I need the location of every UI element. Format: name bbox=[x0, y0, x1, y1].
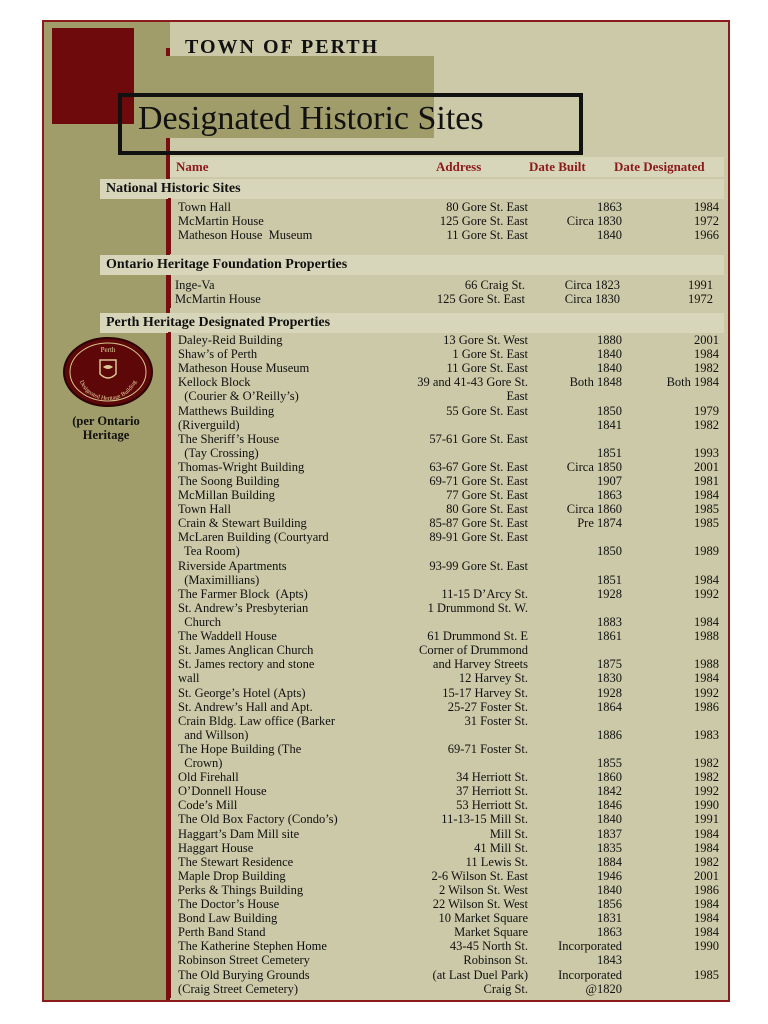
date-designated: 1993 bbox=[694, 445, 719, 460]
table-row bbox=[178, 742, 719, 770]
site-name: Haggart’s Dam Mill site bbox=[178, 826, 300, 841]
table-row bbox=[178, 784, 719, 798]
date-built: 1831 bbox=[597, 911, 622, 926]
date-built: 1846 bbox=[597, 798, 622, 813]
site-name: Church bbox=[178, 614, 222, 629]
date-built: Circa 1830 bbox=[564, 292, 620, 307]
date-designated: 1985 bbox=[694, 502, 719, 517]
date-built: 1928 bbox=[597, 685, 622, 700]
site-address: 25-27 Foster St. bbox=[447, 699, 528, 714]
table-row bbox=[178, 474, 719, 488]
site-name: The Katherine Stephen Home bbox=[178, 939, 327, 954]
site-address: 37 Herriott St. bbox=[456, 784, 528, 799]
site-name: (Courier & O’Reilly’s) bbox=[178, 389, 299, 404]
date-built: 1860 bbox=[597, 770, 622, 785]
site-name: Bond Law Building bbox=[178, 911, 278, 926]
section-title: Perth Heritage Designated Properties bbox=[106, 315, 331, 330]
site-name: Matheson House Museum bbox=[178, 228, 313, 243]
date-built: Incorporated bbox=[558, 939, 622, 954]
site-name: Perth Band Stand bbox=[178, 925, 266, 940]
site-address: 10 Market Square bbox=[438, 911, 528, 926]
table-row bbox=[178, 418, 719, 432]
site-address: 69-71 Gore St. East bbox=[429, 474, 528, 488]
date-built: Circa 1850 bbox=[566, 459, 622, 474]
site-address: Mill St. bbox=[489, 826, 528, 841]
date-designated: 1984 bbox=[694, 925, 719, 940]
date-designated: 1986 bbox=[694, 699, 719, 714]
site-name: The Old Burying Grounds bbox=[178, 967, 310, 982]
site-address: 85-87 Gore St. East bbox=[429, 516, 528, 531]
date-built: Circa 1830 bbox=[566, 214, 622, 229]
site-address: 57-61 Gore St. East bbox=[429, 431, 528, 446]
site-address: 80 Gore St. East bbox=[446, 502, 528, 517]
date-built: 1861 bbox=[597, 629, 622, 644]
table-row bbox=[178, 375, 719, 403]
section-title: National Historic Sites bbox=[106, 181, 241, 196]
site-name: wall bbox=[178, 671, 200, 686]
site-name: Matheson House Museum bbox=[178, 361, 310, 376]
site-address: 69-71 Foster St. bbox=[447, 741, 528, 756]
date-designated: 1984 bbox=[694, 911, 719, 926]
site-address: 31 Foster St. bbox=[464, 713, 528, 728]
date-built: 1863 bbox=[597, 488, 622, 503]
date-designated: 1992 bbox=[694, 685, 719, 700]
table-row bbox=[178, 925, 719, 939]
table-row bbox=[178, 770, 719, 784]
section-title: Ontario Heritage Foundation Properties bbox=[106, 257, 348, 272]
table-row bbox=[178, 587, 719, 601]
date-built: 1855 bbox=[597, 755, 622, 770]
date-designated: 1984 bbox=[694, 488, 719, 503]
date-designated: 1984 bbox=[694, 897, 719, 911]
site-name: The Old Box Factory (Condo’s) bbox=[178, 812, 338, 827]
table-row bbox=[178, 897, 719, 911]
page-title: Designated Historic Sites bbox=[138, 100, 484, 137]
date-designated: 1982 bbox=[694, 361, 719, 376]
table-row bbox=[178, 798, 719, 812]
date-built: 1863 bbox=[597, 925, 622, 940]
col-header-designated: Date Designated bbox=[614, 159, 705, 174]
site-address: 93-99 Gore St. East bbox=[429, 558, 528, 573]
date-designated: 1972 bbox=[694, 214, 719, 229]
site-address: 34 Herriott St. bbox=[456, 770, 528, 785]
date-built: 1886 bbox=[597, 727, 622, 742]
date-designated: 1982 bbox=[694, 770, 719, 785]
site-name: Matthews Building bbox=[178, 403, 275, 418]
table-row bbox=[178, 502, 719, 516]
date-designated: 1990 bbox=[694, 798, 719, 813]
site-address: Robinson St. bbox=[463, 953, 528, 968]
date-designated: Both 1984 bbox=[666, 375, 719, 390]
date-built: 1851 bbox=[597, 572, 622, 587]
date-built: 1840 bbox=[597, 228, 622, 243]
table-row bbox=[178, 968, 719, 996]
site-address: 89-91 Gore St. East bbox=[429, 530, 528, 545]
section-rule bbox=[168, 198, 171, 254]
date-designated: 2001 bbox=[694, 459, 719, 474]
site-address: 55 Gore St. East bbox=[446, 403, 528, 418]
site-name: Town Hall bbox=[178, 200, 231, 214]
date-built: Incorporated bbox=[558, 967, 622, 982]
site-name: O’Donnell House bbox=[178, 784, 267, 799]
site-address: 77 Gore St. East bbox=[446, 488, 528, 503]
site-address: and Harvey Streets bbox=[432, 657, 528, 672]
table-row bbox=[178, 812, 719, 826]
site-name: Haggart House bbox=[178, 840, 254, 855]
site-address: Craig St. bbox=[483, 981, 528, 996]
site-name: The Waddell House bbox=[178, 629, 277, 644]
col-header-address: Address bbox=[436, 159, 482, 174]
site-name: St. James rectory and stone bbox=[178, 657, 315, 672]
ontario-heritage-note: (per Ontario Heritage bbox=[72, 414, 140, 442]
site-address: 13 Gore St. West bbox=[443, 333, 528, 347]
site-name: McLaren Building (Courtyard bbox=[178, 530, 329, 545]
site-name: Old Firehall bbox=[178, 770, 239, 785]
date-built: Both 1848 bbox=[569, 375, 622, 390]
section-rule bbox=[168, 332, 171, 998]
site-name: Crain Bldg. Law office (Barker bbox=[178, 713, 336, 728]
date-designated: 1982 bbox=[694, 417, 719, 432]
table-row bbox=[178, 432, 719, 460]
table-row bbox=[178, 200, 719, 214]
date-designated: 1986 bbox=[694, 882, 719, 897]
date-designated: 1988 bbox=[694, 629, 719, 644]
site-name: Daley-Reid Building bbox=[178, 333, 283, 347]
date-built: 1840 bbox=[597, 347, 622, 362]
date-designated: 1990 bbox=[694, 939, 719, 954]
site-address: Corner of Drummond bbox=[418, 643, 528, 658]
decor-olive-block bbox=[134, 22, 170, 48]
date-designated: 1984 bbox=[694, 614, 719, 629]
table-row bbox=[178, 827, 719, 841]
date-built: 1840 bbox=[597, 812, 622, 827]
site-name: The Soong Building bbox=[178, 474, 280, 488]
site-name: The Farmer Block (Apts) bbox=[178, 586, 308, 601]
table-row bbox=[178, 911, 719, 925]
site-name: Crain & Stewart Building bbox=[178, 516, 307, 531]
date-designated: 1985 bbox=[694, 967, 719, 982]
date-built: 1946 bbox=[597, 868, 622, 883]
table-row bbox=[178, 333, 719, 347]
site-name: Maple Drop Building bbox=[178, 868, 286, 883]
table-row bbox=[178, 601, 719, 629]
date-built: 1864 bbox=[597, 699, 622, 714]
table-row bbox=[178, 559, 719, 587]
table-row bbox=[178, 841, 719, 855]
table-row bbox=[178, 883, 719, 897]
site-address: 11 Lewis St. bbox=[465, 854, 528, 869]
site-address: 22 Wilson St. West bbox=[432, 897, 528, 911]
date-built: 1851 bbox=[597, 445, 622, 460]
site-name: Kellock Block bbox=[178, 375, 251, 390]
site-address: 1 Gore St. East bbox=[452, 347, 528, 362]
site-address: (at Last Duel Park) bbox=[432, 967, 528, 982]
site-name: St. George’s Hotel (Apts) bbox=[178, 685, 306, 700]
section-rule bbox=[168, 275, 171, 308]
date-built: Circa 1860 bbox=[566, 502, 622, 517]
site-name: St. James Anglican Church bbox=[178, 643, 314, 658]
date-designated: 1984 bbox=[694, 840, 719, 855]
seal-top-text: Perth bbox=[100, 346, 116, 354]
site-name: Riverside Apartments bbox=[178, 558, 287, 573]
site-name: The Hope Building (The bbox=[178, 741, 302, 756]
date-built: 1850 bbox=[597, 403, 622, 418]
site-name: Robinson Street Cemetery bbox=[178, 953, 310, 968]
date-built: 1843 bbox=[597, 953, 622, 968]
site-address: 11 Gore St. East bbox=[446, 228, 528, 243]
site-name: Shaw’s of Perth bbox=[178, 347, 258, 362]
site-address: 12 Harvey St. bbox=[458, 671, 528, 686]
site-address: 66 Craig St. bbox=[464, 278, 525, 292]
date-designated: 2001 bbox=[694, 333, 719, 347]
table-row bbox=[178, 516, 719, 530]
site-address: 39 and 41-43 Gore St. bbox=[417, 375, 528, 390]
site-name: The Sheriff’s House bbox=[178, 431, 280, 446]
table-row bbox=[175, 292, 713, 306]
table-row bbox=[178, 488, 719, 502]
table-row bbox=[178, 686, 719, 700]
site-name: Thomas-Wright Building bbox=[178, 459, 305, 474]
table-row bbox=[178, 700, 719, 714]
date-designated: 2001 bbox=[694, 868, 719, 883]
table-row bbox=[178, 214, 719, 228]
date-designated: 1984 bbox=[694, 826, 719, 841]
date-built: 1840 bbox=[597, 882, 622, 897]
site-name: and Willson) bbox=[178, 727, 249, 742]
site-address: 11-15 D’Arcy St. bbox=[441, 586, 528, 601]
site-address: 15-17 Harvey St. bbox=[442, 685, 528, 700]
date-built: 1840 bbox=[597, 361, 622, 376]
date-built: 1928 bbox=[597, 586, 622, 601]
site-address: 2 Wilson St. West bbox=[438, 882, 528, 897]
date-built: 1837 bbox=[597, 826, 622, 841]
date-designated: 1979 bbox=[694, 403, 719, 418]
seal-ring-text: Designated Heritage Building bbox=[77, 379, 139, 403]
site-address: 41 Mill St. bbox=[474, 840, 528, 855]
site-name: Code’s Mill bbox=[178, 798, 238, 813]
table-row bbox=[178, 953, 719, 967]
date-built: 1842 bbox=[597, 784, 622, 799]
site-address: 11-13-15 Mill St. bbox=[441, 812, 528, 827]
date-designated: 1972 bbox=[688, 292, 713, 307]
table-row bbox=[178, 629, 719, 643]
site-name: McMartin House bbox=[175, 292, 261, 307]
site-name: (Craig Street Cemetery) bbox=[178, 981, 299, 996]
col-header-built: Date Built bbox=[529, 159, 586, 174]
site-address: 1 Drummond St. W. bbox=[427, 600, 528, 615]
town-title: TOWN OF PERTH bbox=[185, 36, 380, 58]
site-address: 61 Drummond St. E bbox=[427, 629, 528, 644]
table-row bbox=[178, 460, 719, 474]
table-row bbox=[175, 278, 713, 292]
site-name: St. Andrew’s Hall and Apt. bbox=[178, 699, 313, 714]
site-name: (Maximillians) bbox=[178, 572, 260, 587]
date-built: 1875 bbox=[597, 657, 622, 672]
site-name: McMartin House bbox=[178, 214, 264, 229]
table-row bbox=[178, 228, 719, 242]
site-address: 63-67 Gore St. East bbox=[429, 459, 528, 474]
date-designated: 1982 bbox=[694, 854, 719, 869]
site-name: The Doctor’s House bbox=[178, 897, 280, 911]
date-built: @1820 bbox=[585, 981, 622, 996]
date-designated: 1984 bbox=[694, 671, 719, 686]
site-name: St. Andrew’s Presbyterian bbox=[178, 600, 309, 615]
date-built: 1856 bbox=[597, 897, 622, 911]
date-built: Circa 1823 bbox=[564, 278, 620, 292]
site-address: 43-45 North St. bbox=[449, 939, 528, 954]
site-name: (Tay Crossing) bbox=[178, 445, 259, 460]
date-designated: 1992 bbox=[694, 586, 719, 601]
date-designated: 1989 bbox=[694, 544, 719, 559]
left-sidebar bbox=[44, 22, 166, 1000]
date-designated: 1992 bbox=[694, 784, 719, 799]
table-row bbox=[178, 869, 719, 883]
site-name: Tea Room) bbox=[178, 544, 240, 559]
date-designated: 1985 bbox=[694, 516, 719, 531]
table-row bbox=[178, 714, 719, 742]
site-address: 125 Gore St. East bbox=[436, 292, 525, 307]
site-name: Inge-Va bbox=[175, 278, 215, 292]
site-name: Town Hall bbox=[178, 502, 231, 517]
date-designated: 1984 bbox=[694, 200, 719, 214]
date-built: 1830 bbox=[597, 671, 622, 686]
date-built: 1835 bbox=[597, 840, 622, 855]
site-address: 80 Gore St. East bbox=[446, 200, 528, 214]
site-address: Market Square bbox=[454, 925, 528, 940]
date-designated: 1982 bbox=[694, 755, 719, 770]
table-row bbox=[178, 347, 719, 361]
site-name: McMillan Building bbox=[178, 488, 275, 503]
date-designated: 1991 bbox=[694, 812, 719, 827]
date-built: Pre 1874 bbox=[577, 516, 622, 531]
table-row bbox=[178, 643, 719, 671]
site-address: 11 Gore St. East bbox=[446, 361, 528, 376]
table-row bbox=[178, 939, 719, 953]
date-designated: 1988 bbox=[694, 657, 719, 672]
table-row bbox=[178, 855, 719, 869]
date-designated: 1983 bbox=[694, 727, 719, 742]
date-designated: 1984 bbox=[694, 572, 719, 587]
site-name: Perks & Things Building bbox=[178, 882, 304, 897]
date-built: 1907 bbox=[597, 474, 622, 488]
date-built: 1884 bbox=[597, 854, 622, 869]
date-designated: 1984 bbox=[694, 347, 719, 362]
date-designated: 1981 bbox=[694, 474, 719, 488]
table-row bbox=[178, 361, 719, 375]
col-header-name: Name bbox=[176, 159, 209, 174]
heritage-seal-icon bbox=[62, 336, 154, 408]
table-row bbox=[178, 530, 719, 558]
site-address: 2-6 Wilson St. East bbox=[431, 868, 528, 883]
date-designated: 1991 bbox=[688, 278, 713, 292]
date-built: 1880 bbox=[597, 333, 622, 347]
table-row bbox=[178, 404, 719, 418]
site-name: Crown) bbox=[178, 755, 223, 770]
date-built: 1863 bbox=[597, 200, 622, 214]
site-name: The Stewart Residence bbox=[178, 854, 294, 869]
site-address: 125 Gore St. East bbox=[439, 214, 528, 229]
date-built: 1850 bbox=[597, 544, 622, 559]
date-built: 1841 bbox=[597, 417, 622, 432]
site-name: (Riverguild) bbox=[178, 417, 240, 432]
table-row bbox=[178, 671, 719, 685]
date-built: 1883 bbox=[597, 614, 622, 629]
site-address: 53 Herriott St. bbox=[456, 798, 528, 813]
site-address: East bbox=[506, 389, 528, 404]
date-designated: 1966 bbox=[694, 228, 719, 243]
